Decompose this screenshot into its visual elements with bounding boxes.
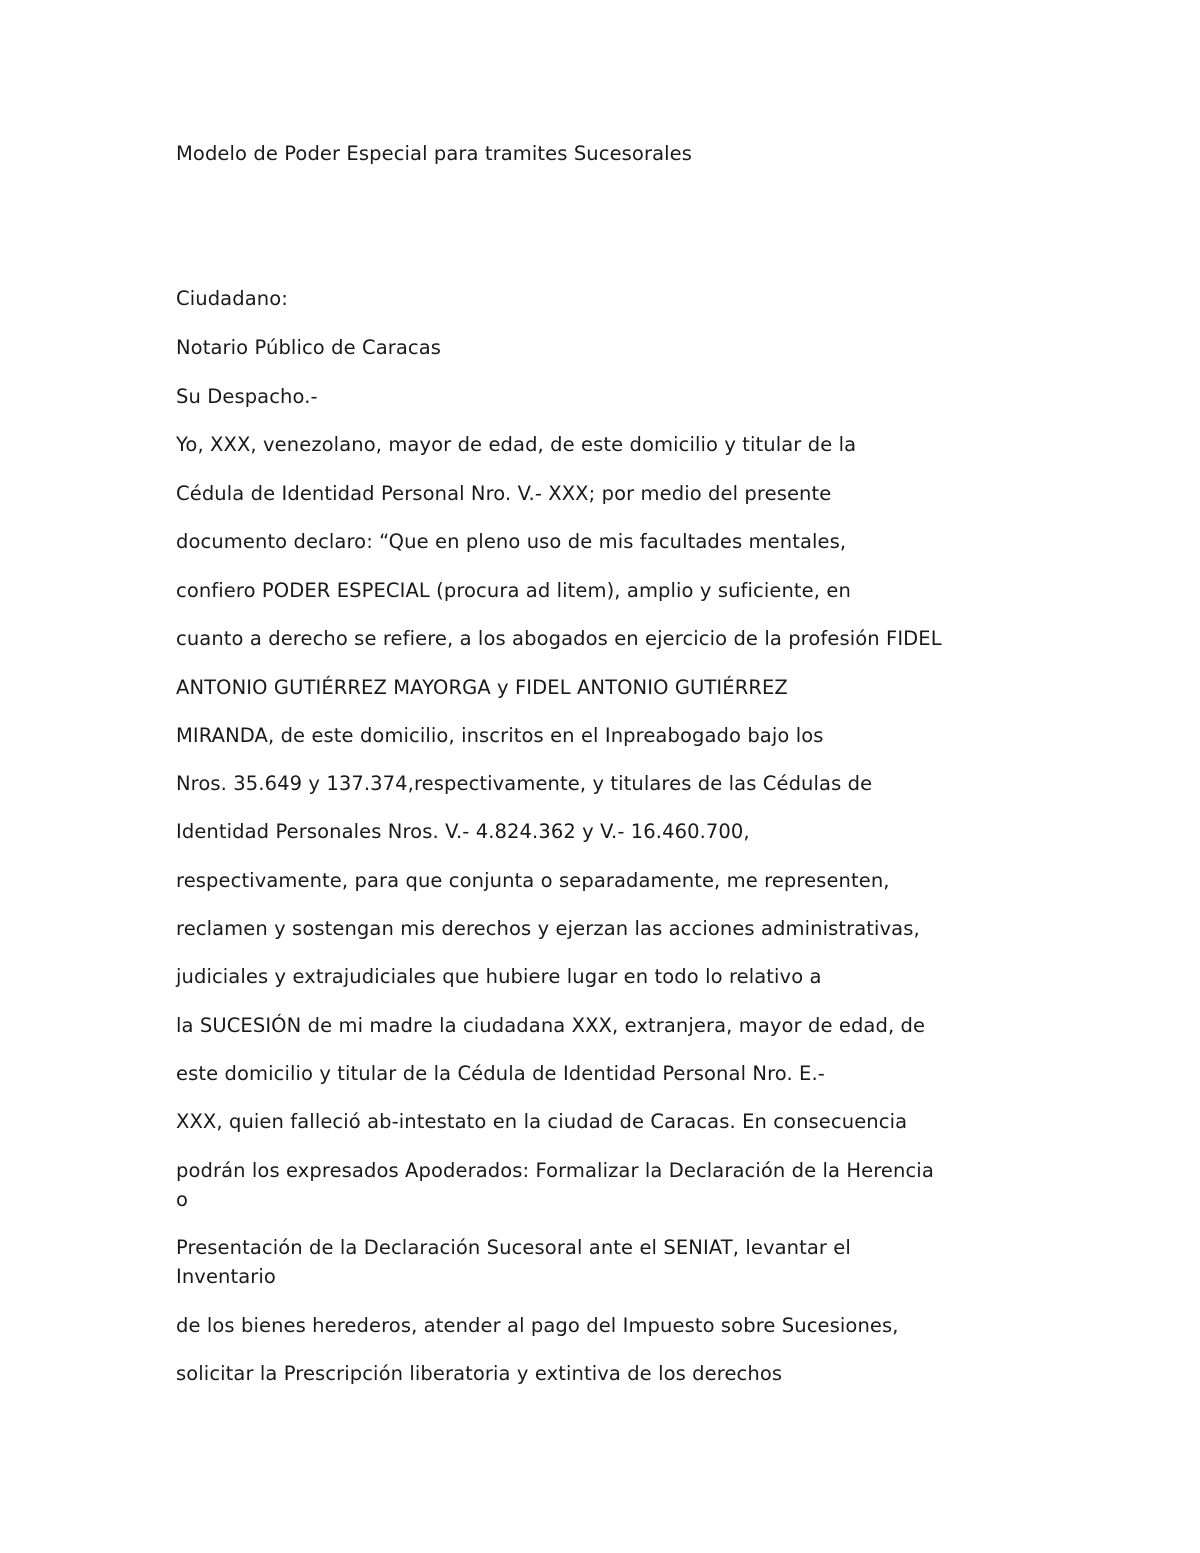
body-line: MIRANDA, de este domicilio, inscritos en el Inpreabogado bajo los	[176, 724, 824, 747]
body-line: ANTONIO GUTIÉRREZ MAYORGA y FIDEL ANTONIO GUTIÉRREZ	[176, 676, 788, 699]
body-line: Presentación de la Declaración Sucesoral ante el SENIAT, levantar el	[176, 1236, 851, 1259]
body-line: reclamen y sostengan mis derechos y ejerzan las acciones administrativas,	[176, 917, 920, 940]
body-line: judiciales y extrajudiciales que hubiere lugar en todo lo relativo a	[176, 965, 822, 988]
body-line: respectivamente, para que conjunta o separadamente, me representen,	[176, 869, 890, 892]
body-line: o	[176, 1188, 189, 1211]
body-line: cuanto a derecho se refiere, a los abogados en ejercicio de la profesión FIDEL	[176, 627, 942, 650]
notary-office-line: Notario Público de Caracas	[176, 336, 442, 359]
body-line: Inventario	[176, 1265, 276, 1288]
body-line: este domicilio y titular de la Cédula de Identidad Personal Nro. E.-	[176, 1062, 825, 1085]
body-line: documento declaro: “Que en pleno uso de mis facultades mentales,	[176, 530, 847, 553]
body-line: Nros. 35.649 y 137.374,respectivamente, y titulares de las Cédulas de	[176, 772, 873, 795]
body-line: Yo, XXX, venezolano, mayor de edad, de este domicilio y titular de la	[176, 433, 857, 456]
body-line: podrán los expresados Apoderados: Formalizar la Declaración de la Herencia	[176, 1159, 934, 1182]
despacho-line: Su Despacho.-	[176, 385, 318, 408]
body-line: de los bienes herederos, atender al pago del Impuesto sobre Sucesiones,	[176, 1314, 899, 1337]
recipient-line: Ciudadano:	[176, 287, 288, 310]
body-line: la SUCESIÓN de mi madre la ciudadana XXX, extranjera, mayor de edad, de	[176, 1014, 926, 1037]
body-line: Identidad Personales Nros. V.- 4.824.362 y V.- 16.460.700,	[176, 820, 750, 843]
body-line: solicitar la Prescripción liberatoria y extintiva de los derechos	[176, 1362, 783, 1385]
body-line: Cédula de Identidad Personal Nro. V.- XXX; por medio del presente	[176, 482, 832, 505]
body-line: confiero PODER ESPECIAL (procura ad litem), amplio y suficiente, en	[176, 579, 851, 602]
document-title: Modelo de Poder Especial para tramites Sucesorales	[176, 142, 692, 165]
body-line: XXX, quien falleció ab-intestato en la ciudad de Caracas. En consecuencia	[176, 1110, 908, 1133]
